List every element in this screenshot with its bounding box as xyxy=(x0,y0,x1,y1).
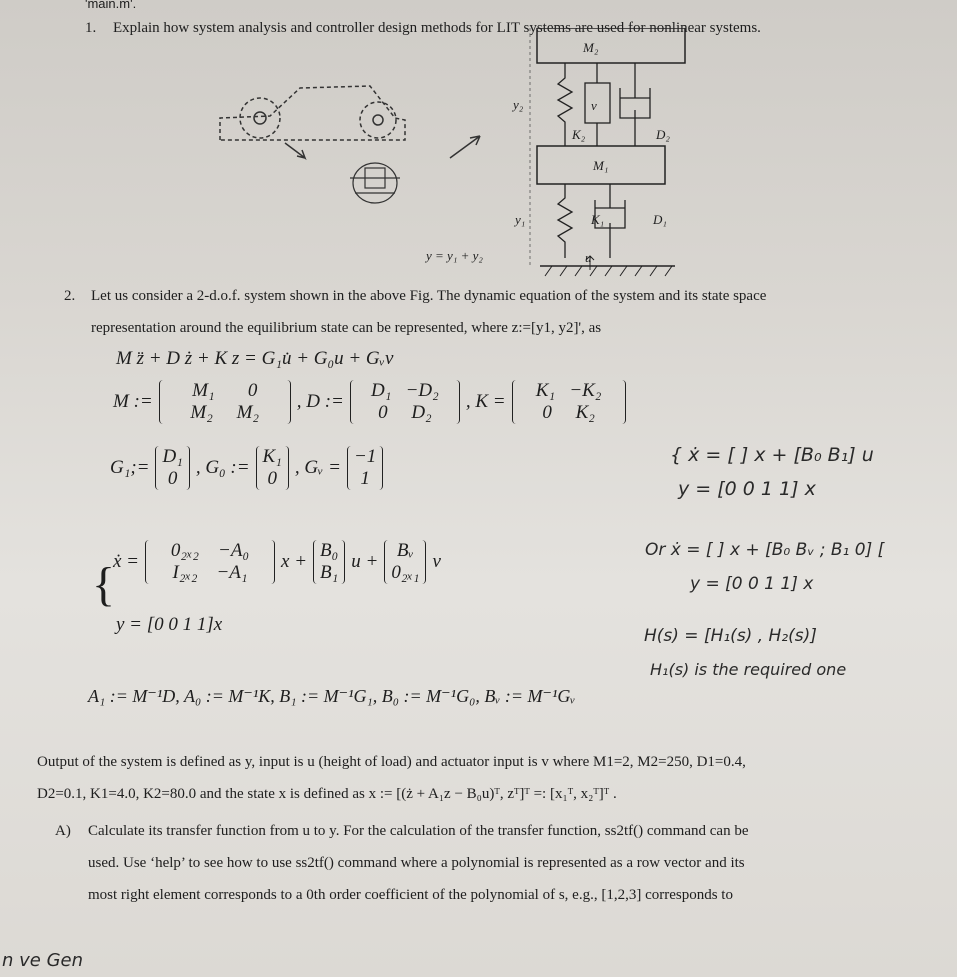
k-cell: K₁ xyxy=(535,380,556,401)
output-equation: y = [0 0 1 1]x xyxy=(116,614,223,635)
g1-def: G₁;= xyxy=(110,457,150,478)
d-cell: D₂ xyxy=(411,402,432,423)
y1-label: y₁ xyxy=(515,212,526,227)
g-matrices xyxy=(110,446,383,490)
d-def: , D := xyxy=(296,391,344,412)
u-label: u xyxy=(585,250,592,265)
k-cell: K₂ xyxy=(575,402,595,423)
m2-label: M₂ xyxy=(583,40,599,55)
m-cell: M₂ xyxy=(236,402,260,423)
q2-text-2: representation around the equilibrium state can be represented, where z:=[y1, y2]', as xyxy=(91,320,602,336)
k-cell: −K₂ xyxy=(569,380,602,401)
k-def: , K = xyxy=(465,391,506,412)
output-line-2: D2=0.1, K1=4.0, K2=80.0 and the state x is defined as x := [(ż + A₁z − B₀u)ᵀ, zᵀ]ᵀ =: [x₁ᵀ, x₂ᵀ]ᵀ . xyxy=(37,786,617,802)
g0-cell: 0 xyxy=(267,468,277,489)
a-cell: −A₀ xyxy=(218,540,250,561)
g1-cell: 0 xyxy=(167,468,178,489)
m-cell: M₂ xyxy=(190,402,213,423)
a-cell: I₂ₓ₂ xyxy=(172,562,198,583)
d-cell: 0 xyxy=(378,402,388,423)
a-b-definitions: A₁ := M⁻¹D, A₀ := M⁻¹K, B₁ := M⁻¹G₁, B₀ := M⁻¹G₀, Bᵥ := M⁻¹Gᵥ xyxy=(88,686,576,706)
y2-label: y₂ xyxy=(513,97,524,112)
x-plus: x + xyxy=(281,551,308,572)
m1-label: M₁ xyxy=(593,158,609,173)
dynamic-equation: M z̈ + D ż + K z = G₁u̇ + G₀u + Gᵥv xyxy=(116,348,394,369)
car-drawing xyxy=(220,86,405,140)
state-equation xyxy=(113,540,441,584)
hand-note-6: H₁(s) is the required one xyxy=(650,660,847,679)
u-plus: u + xyxy=(351,551,379,572)
hand-note-2: y = [0 0 1 1] x xyxy=(678,478,816,500)
k-cell: 0 xyxy=(542,402,552,423)
wheel-icon xyxy=(373,115,383,125)
mdk-matrices xyxy=(113,380,626,424)
k2-label: K₂ xyxy=(572,127,586,142)
v-end: v xyxy=(432,551,441,572)
g1-cell: D₁ xyxy=(162,446,183,467)
v-label: v xyxy=(591,98,597,113)
wheel-icon xyxy=(254,112,266,124)
bv-cell: Bᵥ xyxy=(396,540,414,561)
d2-label: D₂ xyxy=(656,127,670,142)
hand-note-5: H(s) = [H₁(s) , H₂(s)] xyxy=(644,626,817,646)
m-def: M := xyxy=(113,391,153,412)
hand-bottom-note: n ve Gen xyxy=(2,950,84,971)
k1-label: K₁ xyxy=(591,212,605,227)
g0-def: , G₀ := xyxy=(195,457,250,478)
output-line-1: Output of the system is defined as y, input is u (height of load) and actuator input is v where M1=2, M2=250, D1=0.4, xyxy=(37,754,746,770)
part-a-line-1: Calculate its transfer function from u to y. For the calculation of the transfer function, ss2tf() command can be xyxy=(88,823,749,839)
hand-note-3: Or ẋ = [ ] x + [B₀ Bᵥ ; B₁ 0] [ xyxy=(645,540,885,560)
wheel-assembly-drawing xyxy=(350,163,400,203)
brace: { xyxy=(92,558,116,611)
q2-text-1: Let us consider a 2-d.o.f. system shown in the above Fig. The dynamic equation of the system and its state space xyxy=(91,288,767,304)
d-cell: D₁ xyxy=(370,380,392,401)
part-a-label: A) xyxy=(55,823,71,839)
b-cell: B₀ xyxy=(320,540,339,561)
bv-cell: 0₂ₓ₁ xyxy=(391,562,420,583)
d1-label: D₁ xyxy=(653,212,667,227)
gv-cell: 1 xyxy=(360,468,370,489)
arrow-icon xyxy=(285,143,305,158)
hand-note-4: y = [0 0 1 1] x xyxy=(690,574,814,594)
g0-cell: K₁ xyxy=(262,446,282,467)
xdot-def: ẋ = xyxy=(113,551,140,572)
q1-text: Explain how system analysis and controller design methods for LIT systems are used for nonlinear systems. xyxy=(113,20,761,36)
hand-note-1: { ẋ = [ ] x + [B₀ B₁] u xyxy=(670,444,874,466)
m-cell: M₁ xyxy=(192,380,215,401)
m-cell: 0 xyxy=(247,380,258,401)
y-sum-label: y = y₁ + y₂ xyxy=(426,248,483,263)
q2-number: 2. xyxy=(64,288,76,304)
q1-number: 1. xyxy=(85,20,97,36)
arrow-icon xyxy=(450,136,480,158)
a-cell: −A₁ xyxy=(216,562,248,583)
d-cell: −D₂ xyxy=(405,380,439,401)
file-name: 'main.m'. xyxy=(85,0,137,11)
part-a-line-2: used. Use ‘help’ to see how to use ss2tf() command where a polynomial is represented as a row vector and its xyxy=(88,855,745,871)
gv-cell: −1 xyxy=(353,446,377,467)
b-cell: B₁ xyxy=(320,562,339,583)
a-cell: 0₂ₓ₂ xyxy=(170,540,200,561)
gv-def: , Gᵥ = xyxy=(294,457,341,478)
part-a-line-3: most right element corresponds to a 0th order coefficient of the polynomial of s, e.g., [1,2,3] corresponds to xyxy=(88,887,733,903)
mass-spring-figure xyxy=(180,28,700,284)
